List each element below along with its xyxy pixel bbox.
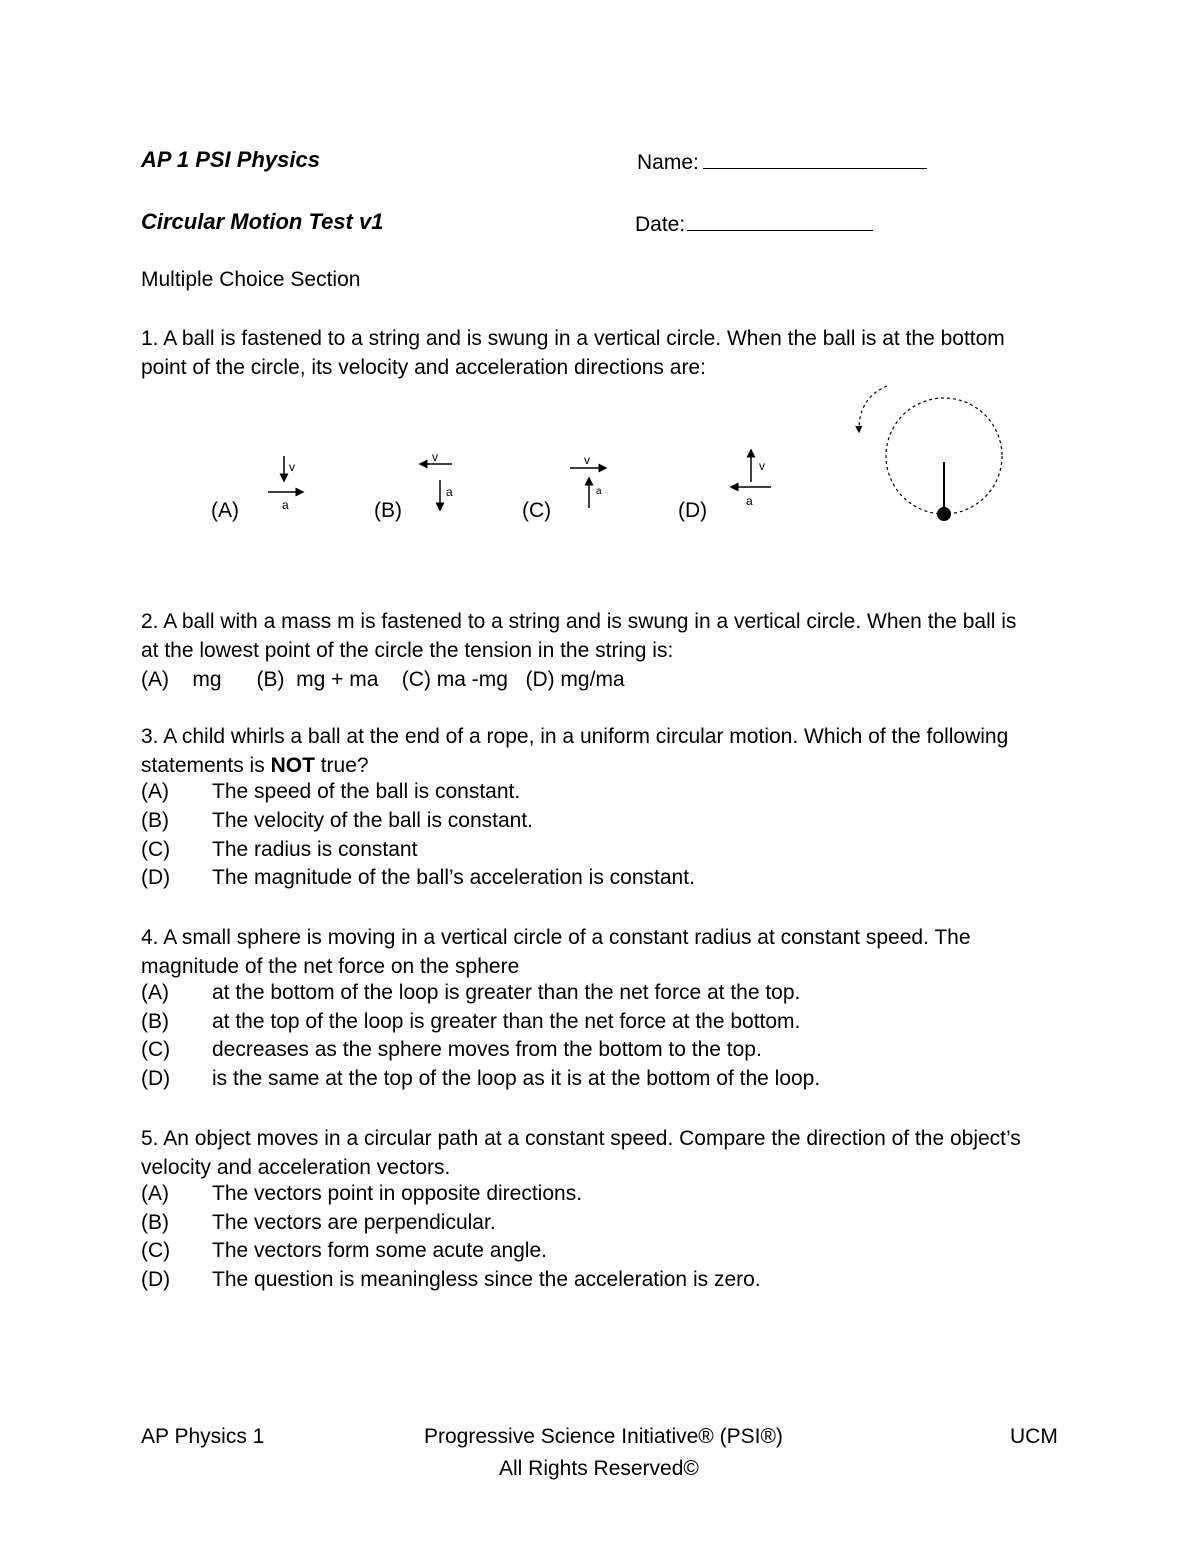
q4-option-d-label: (D) xyxy=(141,1067,171,1090)
q4-line2: magnitude of the net force on the sphere xyxy=(141,955,520,978)
q5-option-c-label: (C) xyxy=(141,1239,171,1262)
q2-answers: (A) mg (B) mg + ma (C) ma -mg (D) mg/ma xyxy=(141,668,625,691)
date-label: Date: xyxy=(635,213,686,236)
footer-rights: All Rights Reserved© xyxy=(499,1457,699,1480)
q1-c-vectors xyxy=(570,453,606,508)
q3-option-a-text: The speed of the ball is constant. xyxy=(212,780,521,803)
q4-option-c-label: (C) xyxy=(141,1038,171,1061)
footer-left: AP Physics 1 xyxy=(141,1425,265,1448)
q4-option-b-text: at the top of the loop is greater than the net force at the bottom. xyxy=(212,1010,801,1033)
footer-center: Progressive Science Initiative® (PSI®) xyxy=(424,1425,783,1448)
vertical-circle-diagram xyxy=(859,386,1002,521)
q1-a-vectors xyxy=(268,456,303,512)
q5-option-a-label: (A) xyxy=(141,1182,169,1205)
q1-d-v-label: v xyxy=(759,459,765,473)
q3-option-d-text: The magnitude of the ball’s acceleration is constant. xyxy=(212,866,695,889)
q1-option-a-label: (A) xyxy=(211,499,239,522)
q4-option-c-text: decreases as the sphere moves from the bottom to the top. xyxy=(212,1038,762,1061)
q5-option-d-label: (D) xyxy=(141,1268,171,1291)
ball xyxy=(937,507,951,521)
q2-line1: 2. A ball with a mass m is fastened to a string and is swung in a vertical circle. When the ball is xyxy=(141,610,1017,633)
q1-option-c-label: (C) xyxy=(522,499,552,522)
q5-line2: velocity and acceleration vectors. xyxy=(141,1156,451,1179)
q4-option-a-text: at the bottom of the loop is greater than the net force at the top. xyxy=(212,981,801,1004)
q3-option-c-label: (C) xyxy=(141,838,171,861)
q4-option-d-text: is the same at the top of the loop as it is at the bottom of the loop. xyxy=(212,1067,821,1090)
footer-right: UCM xyxy=(1010,1425,1058,1448)
q1-b-v-label: v xyxy=(432,450,438,464)
q1-b-a-label: a xyxy=(446,485,453,499)
q3-option-b-label: (B) xyxy=(141,809,169,832)
q3-line2-pre: statements is xyxy=(141,754,271,777)
rotation-direction-arrow xyxy=(859,386,887,432)
q5-option-a-text: The vectors point in opposite directions. xyxy=(212,1182,583,1205)
q3-option-c-text: The radius is constant xyxy=(212,838,418,861)
q3-line1: 3. A child whirls a ball at the end of a rope, in a uniform circular motion. Which of the following xyxy=(141,725,1009,748)
q1-option-d-label: (D) xyxy=(678,499,708,522)
q4-option-b-label: (B) xyxy=(141,1010,169,1033)
q3-line2 xyxy=(141,751,369,780)
q3-line2-post: true? xyxy=(314,754,369,777)
q1-option-b-label: (B) xyxy=(374,499,402,522)
q1-diagrams xyxy=(0,0,1200,560)
q1-line2: point of the circle, its velocity and acceleration directions are: xyxy=(141,356,706,379)
q3-option-d-label: (D) xyxy=(141,866,171,889)
q1-c-v-label: v xyxy=(584,453,590,467)
q2-line2: at the lowest point of the circle the tension in the string is: xyxy=(141,639,674,662)
q5-option-b-text: The vectors are perpendicular. xyxy=(212,1211,496,1234)
q1-c-a-label: a xyxy=(596,486,602,497)
q1-d-a-label: a xyxy=(746,494,753,508)
section-title: Multiple Choice Section xyxy=(141,268,361,291)
q5-line1: 5. An object moves in a circular path at a constant speed. Compare the direction of the object’s xyxy=(141,1127,1021,1150)
q3-option-b-text: The velocity of the ball is constant. xyxy=(212,809,533,832)
q1-line1: 1. A ball is fastened to a string and is swung in a vertical circle. When the ball is at the bottom xyxy=(141,327,1005,350)
test-title: Circular Motion Test v1 xyxy=(141,209,384,234)
q1-d-vectors xyxy=(731,450,771,508)
q1-b-vectors xyxy=(420,450,453,510)
q5-option-c-text: The vectors form some acute angle. xyxy=(212,1239,547,1262)
q3-option-a-label: (A) xyxy=(141,780,169,803)
q1-a-v-label: v xyxy=(289,460,295,474)
q4-option-a-label: (A) xyxy=(141,981,169,1004)
q3-emphasis: NOT xyxy=(270,754,315,777)
name-label: Name: xyxy=(637,151,699,174)
q5-option-d-text: The question is meaningless since the acceleration is zero. xyxy=(212,1268,761,1291)
q1-a-a-label: a xyxy=(282,498,289,512)
q4-line1: 4. A small sphere is moving in a vertical circle of a constant radius at constant speed. The xyxy=(141,926,971,949)
q5-option-b-label: (B) xyxy=(141,1211,169,1234)
course-title: AP 1 PSI Physics xyxy=(141,147,320,172)
